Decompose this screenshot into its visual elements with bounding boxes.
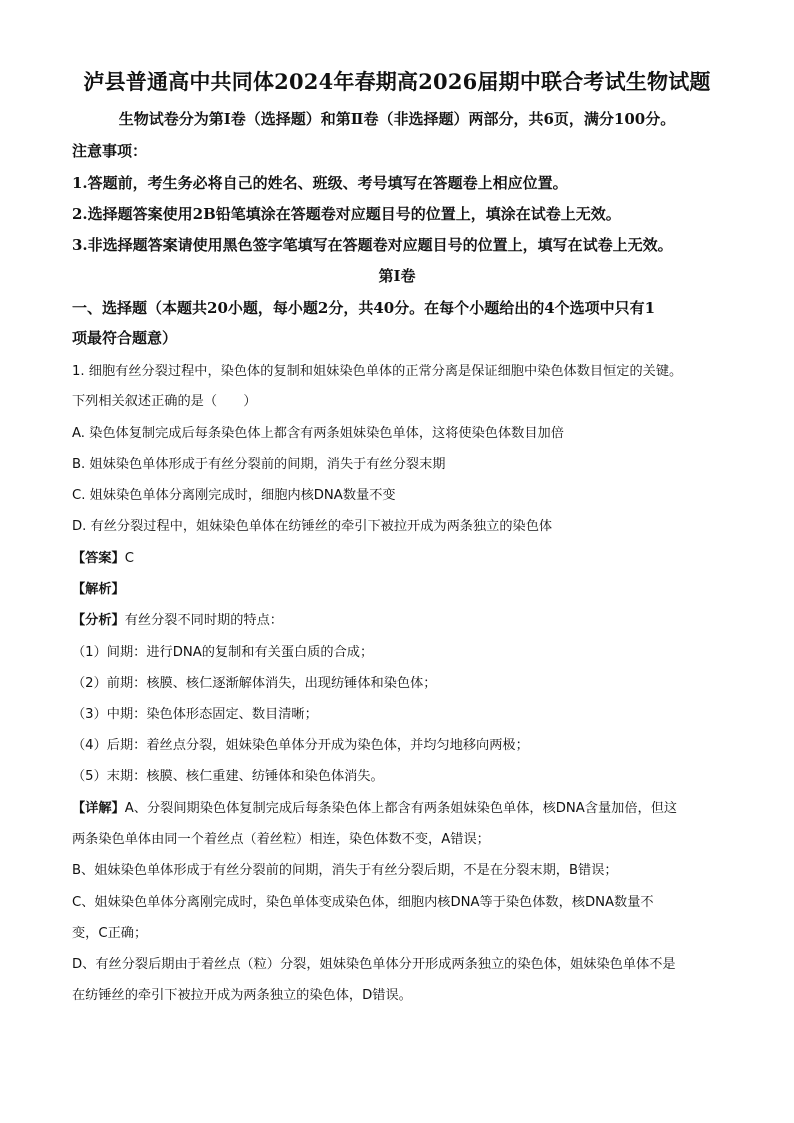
- page-title: 泸县普通高中共同体2024年春期高2026届期中联合考试生物试题: [83, 69, 711, 94]
- fenxi-text: 有丝分裂不同时期的特点：: [124, 613, 283, 628]
- answer-tag: 【答案】: [72, 551, 125, 566]
- intro-text: 生物试卷分为第Ⅰ卷（选择题）和第Ⅱ卷（非选择题）两部分，共6页，满分100分。: [118, 110, 676, 128]
- option-d: D. 有丝分裂过程中，姐妹染色单体在纺锤丝的牵引下被拉开成为两条独立的染色体: [72, 519, 553, 534]
- detail-line: C、姐妹染色单体分离刚完成时，染色单体变成染色体，细胞内核DNA等于染色体数，核DNA数量不: [72, 895, 654, 910]
- analysis-tag: 【解析】: [72, 582, 125, 597]
- detail-line: 两条染色单体由同一个着丝点（着丝粒）相连，染色体数不变，A错误；: [72, 832, 490, 847]
- part-heading: 一、选择题（本题共20小题，每小题2分，共40分。在每个小题给出的4个选项中只有1: [72, 299, 656, 317]
- option-a: A. 染色体复制完成后每条染色体上都含有两条姐妹染色单体，这将使染色体数目加倍: [72, 426, 564, 441]
- note-item: 1.答题前，考生务必将自己的姓名、班级、考号填写在答题卷上相应位置。: [72, 174, 568, 192]
- stage-item: （4）后期：着丝点分裂，姐妹染色单体分开成为染色体，并均匀地移向两极；: [72, 738, 529, 753]
- stage-item: （2）前期：核膜、核仁逐渐解体消失，出现纺锤体和染色体；: [72, 676, 437, 691]
- detail-line: [72, 797, 677, 816]
- detail-line: 在纺锤丝的牵引下被拉开成为两条独立的染色体，D错误。: [72, 988, 412, 1003]
- note-item: 3.非选择题答案请使用黑色签字笔填写在答题卷对应题目号的位置上，填写在试卷上无效。: [72, 236, 673, 254]
- detail-line: D、有丝分裂后期由于着丝点（粒）分裂，姐妹染色单体分开形成两条独立的染色体，姐妹染色单体不是: [72, 957, 676, 972]
- stage-item: （3）中期：染色体形态固定、数目清晰；: [72, 707, 318, 722]
- analysis-line: [72, 578, 125, 597]
- note-item: 2.选择题答案使用2B铅笔填涂在答题卷对应题目号的位置上，填涂在试卷上无效。: [72, 205, 621, 223]
- fenxi-tag: 【分析】: [72, 613, 125, 628]
- notes-heading: 注意事项：: [72, 142, 148, 160]
- fenxi-line: [72, 609, 283, 628]
- detail-line: 变，C正确；: [72, 926, 148, 941]
- option-c: C. 姐妹染色单体分离刚完成时，细胞内核DNA数量不变: [72, 488, 396, 503]
- question-stem: 1. 细胞有丝分裂过程中，染色体的复制和姐妹染色单体的正常分离是保证细胞中染色体数目恒定的关键。: [72, 364, 683, 379]
- answer-value: C: [124, 551, 134, 566]
- stage-item: （5）末期：核膜、核仁重建、纺锤体和染色体消失。: [72, 769, 384, 784]
- answer-line: [72, 547, 134, 566]
- option-b: B. 姐妹染色单体形成于有丝分裂前的间期，消失于有丝分裂末期: [72, 457, 446, 472]
- section-title: 第Ⅰ卷: [378, 267, 416, 285]
- detail-tag: 【详解】: [72, 801, 125, 816]
- detail-text: A、分裂间期染色体复制完成后每条染色体上都含有两条姐妹染色单体，核DNA含量加倍，但这: [124, 801, 678, 816]
- part-heading-cont: 项最符合题意）: [72, 329, 178, 347]
- detail-line: B、姐妹染色单体形成于有丝分裂前的间期，消失于有丝分裂后期，不是在分裂末期，B错误；: [72, 863, 618, 878]
- stage-item: （1）间期：进行DNA的复制和有关蛋白质的合成；: [72, 645, 374, 660]
- question-stem-cont: 下列相关叙述正确的是（ ）: [72, 394, 257, 409]
